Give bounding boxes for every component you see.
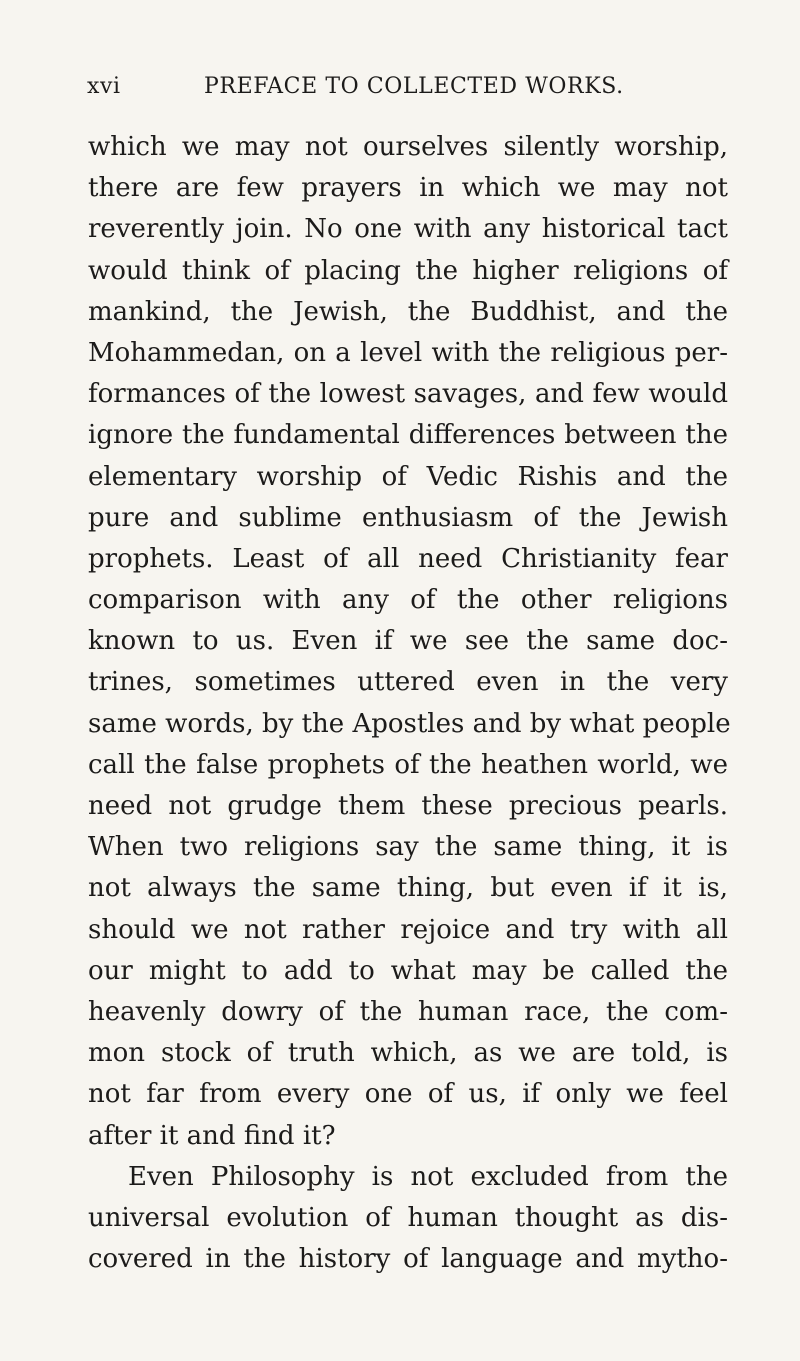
text-line: need not grudge them these precious pearls. [88, 791, 728, 821]
text-line: elementary worship of Vedic Rishis and the [88, 461, 728, 492]
running-title: PREFACE TO COLLECTED WORKS. [204, 74, 624, 99]
text-line: there are few prayers in which we may not [88, 173, 728, 204]
text-line: universal evolution of human thought as dis- [88, 1202, 728, 1233]
text-line: mankind, the Jewish, the Buddhist, and the [88, 296, 728, 327]
text-line: which we may not ourselves silently worship, [88, 132, 728, 162]
text-line: comparison with any of the other religions [88, 585, 728, 616]
text-line: not far from every one of us, if only we feel [88, 1079, 728, 1110]
text-line: known to us. Even if we see the same doc- [88, 626, 728, 657]
text-line: When two religions say the same thing, it is [88, 832, 728, 863]
text-line: same words, by the Apostles and by what people [88, 708, 731, 739]
text-line: should we not rather rejoice and try with all [88, 914, 728, 945]
text-line: prophets. Least of all need Christianity fear [88, 543, 728, 574]
text-line: heavenly dowry of the human race, the com- [88, 996, 728, 1027]
text-line: Mohammedan, on a level with the religious per- [88, 337, 728, 368]
text-line: call the false prophets of the heathen world, we [88, 749, 728, 780]
text-line: pure and sublime enthusiasm of the Jewish [88, 502, 728, 533]
paragraph-start-line: Even Philosophy is not excluded from the [128, 1161, 728, 1192]
text-line: reverently join. No one with any historical tact [88, 214, 728, 245]
text-line: our might to add to what may be called the [88, 955, 728, 986]
page-header [87, 74, 727, 104]
text-line: ignore the fundamental differences between the [88, 420, 728, 451]
page-number: xvi [87, 74, 121, 99]
body-text [88, 127, 731, 1280]
text-line: trines, sometimes uttered even in the very [88, 667, 728, 698]
paragraph-end-line: after it and find it? [88, 1120, 336, 1151]
text-line: mon stock of truth which, as we are told, is [88, 1038, 728, 1069]
text-line: not always the same thing, but even if it is, [88, 873, 728, 904]
text-line: formances of the lowest savages, and few would [88, 379, 728, 410]
text-line: covered in the history of language and mytho- [88, 1244, 728, 1275]
text-line: would think of placing the higher religions of [88, 255, 728, 286]
